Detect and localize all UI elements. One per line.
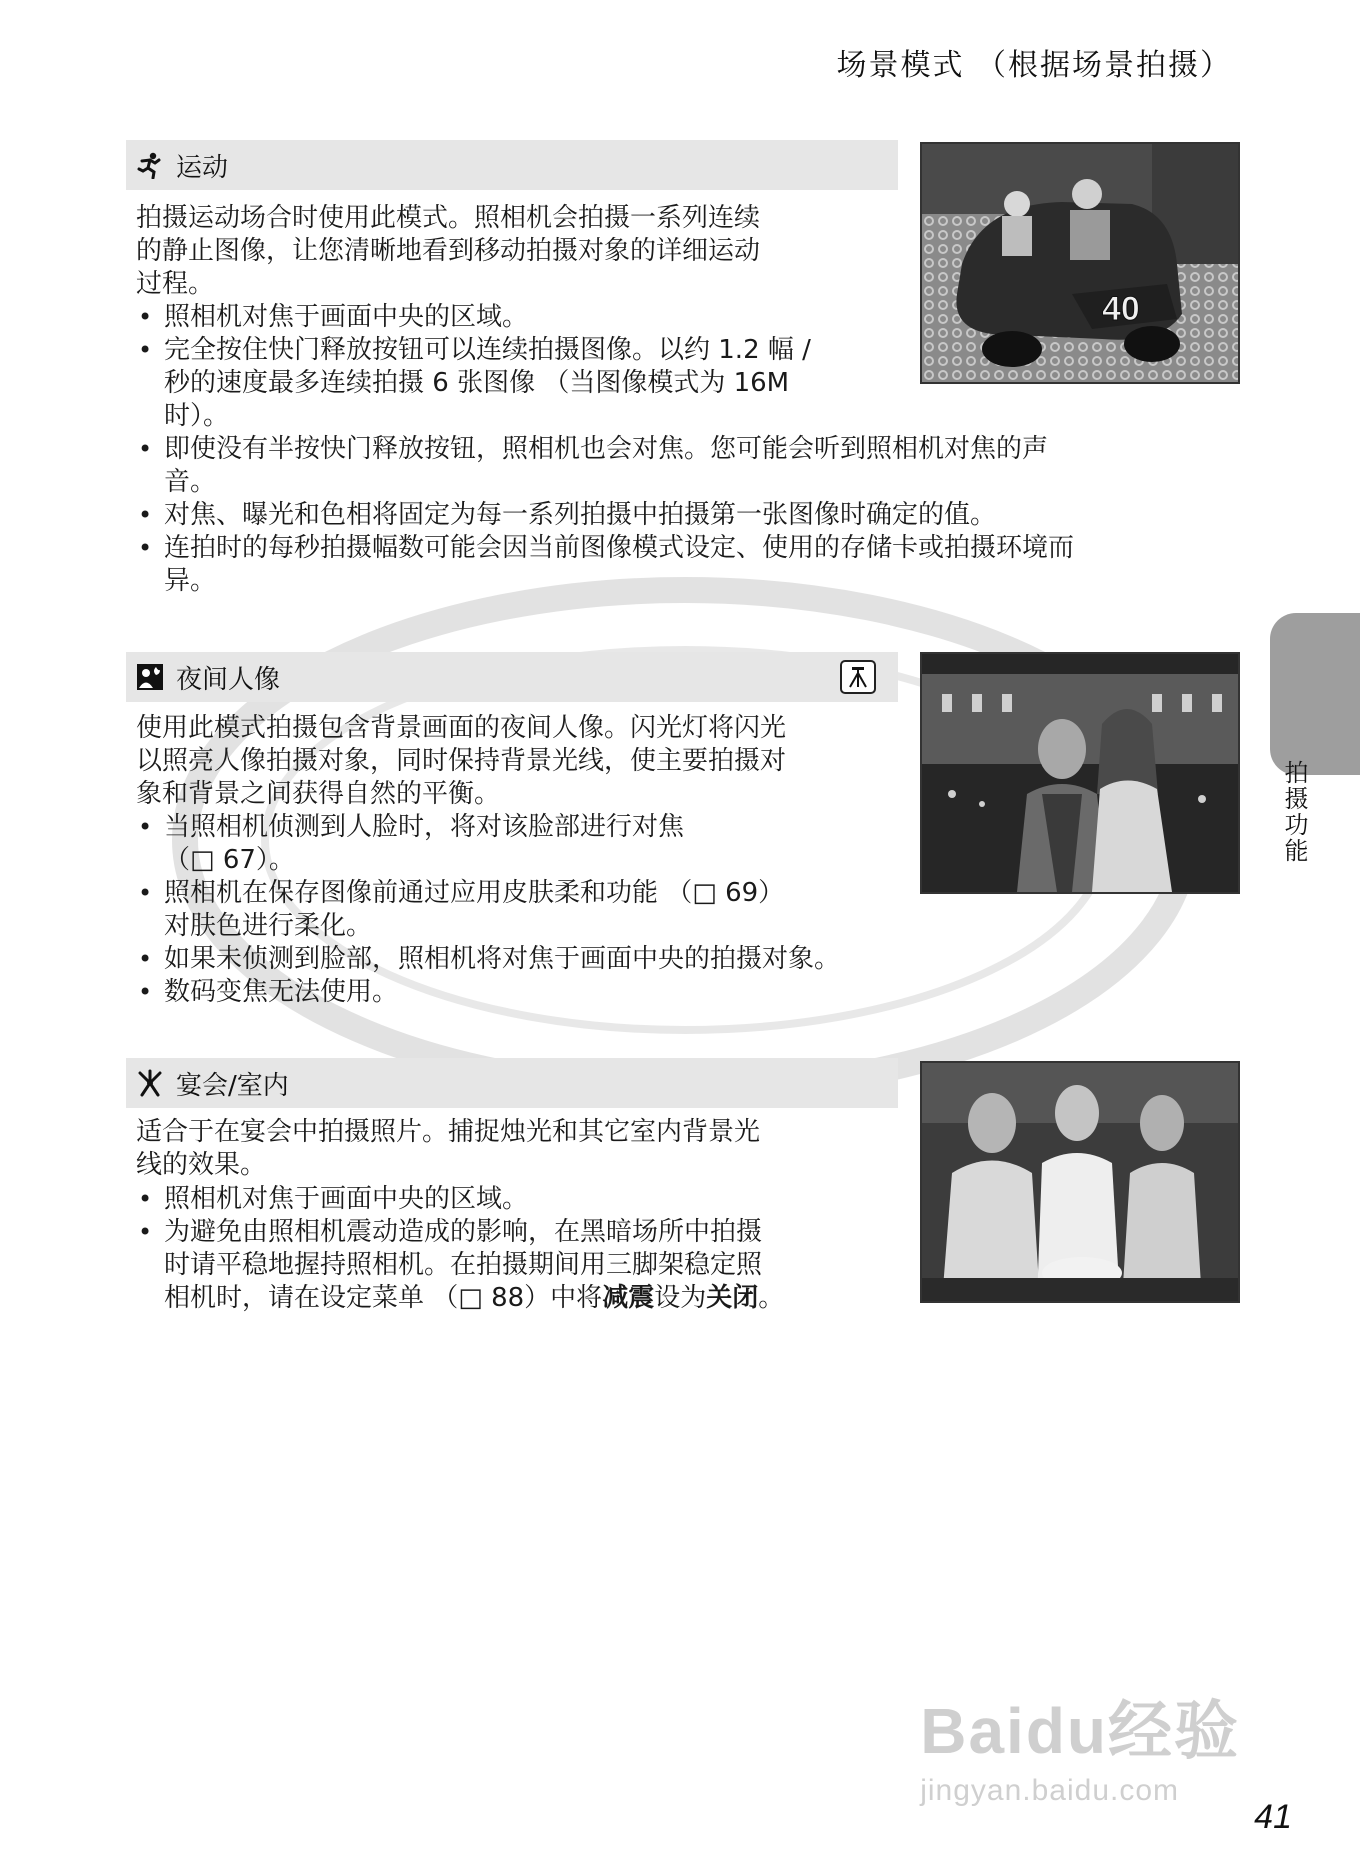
list-item: • 为避免由照相机震动造成的影响，在黑暗场所中拍摄 时请平稳地握持照相机。在拍摄期间用三脚架稳定照 相机时，请在设定菜单 （□ 88）中将减震设为关闭。	[136, 1216, 784, 1315]
night-portrait-icon	[136, 663, 164, 691]
party-indoor-section-title: 宴会/室内	[176, 1070, 289, 1101]
page-header-title: 场景模式 （根据场景拍摄）	[836, 48, 1232, 83]
list-item: • 即使没有半按快门释放按钮，照相机也会对焦。您可能会听到照相机对焦的声 音。	[136, 433, 1074, 499]
list-item: • 照相机对焦于画面中央的区域。	[136, 301, 1074, 334]
page-number: 41	[1254, 1798, 1292, 1836]
list-item: • 照相机对焦于画面中央的区域。	[136, 1183, 784, 1216]
sports-intro	[136, 202, 760, 301]
party-intro-line: 线的效果。	[136, 1150, 267, 1180]
night-portrait-photo	[920, 652, 1240, 894]
list-item: • 连拍时的每秒拍摄幅数可能会因当前图像模式设定、使用的存储卡或拍摄环境而 异。	[136, 532, 1074, 598]
list-item: • 对焦、曝光和色相将固定为每一系列拍摄中拍摄第一张图像时确定的值。	[136, 499, 1074, 532]
list-item: • 如果未侦测到脸部，照相机将对焦于画面中央的拍摄对象。	[136, 943, 840, 976]
night-portrait-section-title: 夜间人像	[176, 664, 281, 695]
party-intro-line: 适合于在宴会中拍摄照片。捕捉烛光和其它室内背景光	[136, 1117, 761, 1147]
night-portrait-bullet-list	[136, 811, 840, 1009]
sports-intro-line: 的静止图像，让您清晰地看到移动拍摄对象的详细运动	[136, 236, 761, 266]
party-indoor-bullet-list	[136, 1183, 784, 1315]
tripod-icon	[840, 660, 876, 694]
kart-number-label: 40	[1102, 290, 1140, 328]
party-indoor-photo	[920, 1061, 1240, 1303]
chapter-side-tab	[1270, 613, 1360, 775]
night-portrait-intro-line: 以照亮人像拍摄对象，同时保持背景光线，使主要拍摄对	[136, 746, 787, 776]
sports-runner-icon	[136, 151, 164, 179]
party-indoor-intro	[136, 1116, 760, 1182]
vr-term: 减震	[602, 1283, 655, 1313]
baidu-jingyan-watermark	[920, 1680, 1240, 1808]
sports-intro-line: 拍摄运动场合时使用此模式。照相机会拍摄一系列连续	[136, 203, 761, 233]
sports-intro-line: 过程。	[136, 269, 215, 299]
sports-section-bar	[126, 140, 898, 190]
chapter-side-label: 拍摄功能	[1280, 760, 1308, 864]
watermark-url: jingyan.baidu.com	[920, 1774, 1180, 1807]
party-indoor-section-bar	[126, 1058, 898, 1108]
night-portrait-section-bar	[126, 652, 898, 702]
list-item: • 照相机在保存图像前通过应用皮肤柔和功能 （□ 69） 对肤色进行柔化。	[136, 877, 840, 943]
list-item: • 完全按住快门释放按钮可以连续拍摄图像。以约 1.2 幅 / 秒的速度最多连续拍摄 6 张图像 （当图像模式为 16M 时）。	[136, 334, 1074, 433]
sports-photo	[920, 142, 1240, 384]
list-item: • 数码变焦无法使用。	[136, 976, 840, 1009]
sports-section-title: 运动	[176, 152, 229, 183]
night-portrait-intro-line: 使用此模式拍摄包含背景画面的夜间人像。闪光灯将闪光	[136, 713, 787, 743]
night-portrait-intro	[136, 712, 786, 811]
list-item: • 当照相机侦测到人脸时，将对该脸部进行对焦 （□ 67）。	[136, 811, 840, 877]
party-indoor-icon	[136, 1069, 164, 1097]
night-portrait-intro-line: 象和背景之间获得自然的平衡。	[136, 779, 501, 809]
watermark-logo: Baidu经验	[920, 1695, 1240, 1767]
off-term: 关闭	[706, 1283, 759, 1313]
